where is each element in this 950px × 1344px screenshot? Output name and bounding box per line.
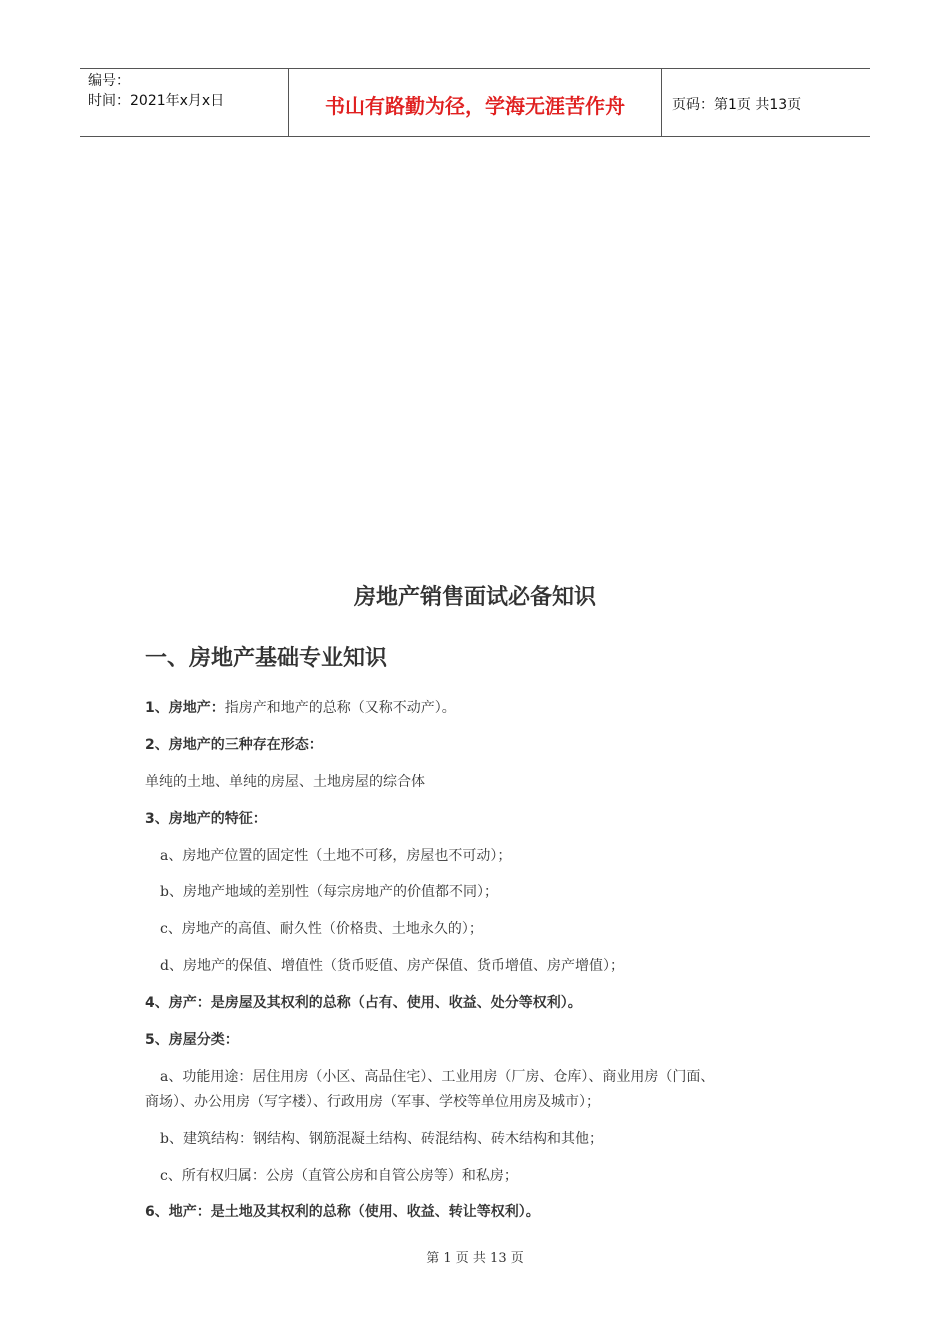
item-5-term: 5、房屋分类： <box>145 1032 239 1048</box>
item-5-a-line2: 商场）、办公用房（写字楼）、行政用房（军事、学校等单位用房及城市）； <box>145 1094 600 1110</box>
item-3-c: c、房地产的高值、耐久性（价格贵、土地永久的）； <box>160 921 483 937</box>
item-5-c: c、所有权归属：公房（直管公房和自管公房等）和私房； <box>160 1168 518 1184</box>
document-title: 房地产销售面试必备知识 <box>353 585 596 610</box>
page-footer: 第 1 页 共 13 页 <box>426 1251 524 1266</box>
item-2-term: 2、房地产的三种存在形态： <box>145 737 323 753</box>
item-6: 6、地产：是土地及其权利的总称（使用、收益、转让等权利）。 <box>145 1204 540 1220</box>
item-5-b: b、建筑结构：钢结构、钢筋混凝土结构、砖混结构、砖木结构和其他； <box>160 1131 603 1147</box>
header-motto: 书山有路勤为径，学海无涯苦作舟 <box>288 69 662 136</box>
item-4: 4、房产：是房屋及其权利的总称（占有、使用、收益、处分等权利）。 <box>145 995 582 1011</box>
item-2-text: 单纯的土地、单纯的房屋、土地房屋的综合体 <box>145 774 425 790</box>
section-heading: 一、房地产基础专业知识 <box>145 646 388 671</box>
item-3-d: d、房地产的保值、增值性（货币贬值、房产保值、货币增值、房产增值）； <box>160 958 624 974</box>
item-3-b: b、房地产地域的差别性（每宗房地产的价值都不同）； <box>160 884 498 900</box>
document-number-label: 编号： <box>88 73 130 89</box>
item-5-a-line1: a、功能用途：居住用房（小区、高品住宅）、工业用房（厂房、仓库）、商业用房（门面、 <box>160 1069 715 1085</box>
item-1-text: 指房产和地产的总称（又称不动产）。 <box>224 700 456 716</box>
item-1 <box>145 697 456 717</box>
item-1-term: 1、房地产： <box>145 700 225 716</box>
item-3-a: a、房地产位置的固定性（土地不可移，房屋也不可动）； <box>160 848 512 864</box>
header-page-info: 页码：第1页 共13页 <box>672 96 802 113</box>
document-time: 时间：2021年x月x日 <box>88 93 225 109</box>
item-3-term: 3、房地产的特征： <box>145 811 267 827</box>
page-header <box>80 68 870 137</box>
header-meta <box>80 69 288 136</box>
